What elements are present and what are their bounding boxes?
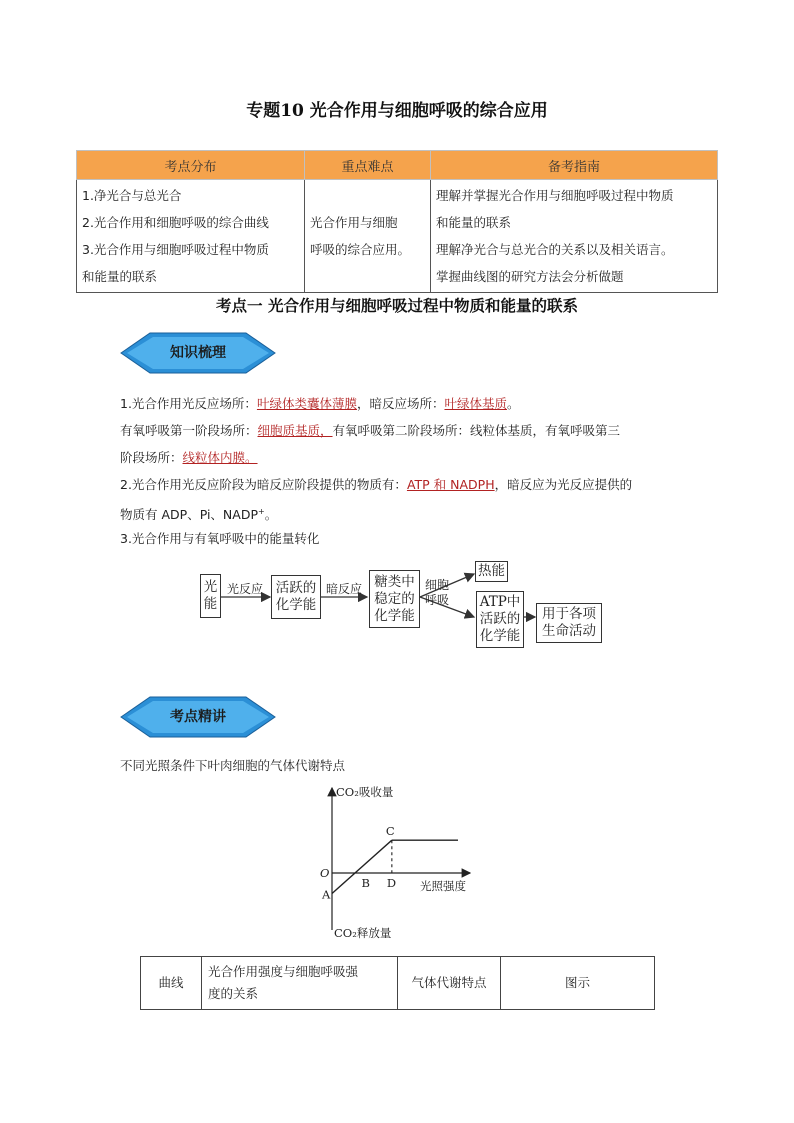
cell-line: 和能量的联系 [436,215,512,230]
flow-box-life-activities [536,603,602,643]
cell-line: 理解净光合与总光合的关系以及相关语言。 [436,242,674,257]
origin-label: O [320,866,330,880]
graph-caption: 不同光照条件下叶肉细胞的气体代谢特点 [120,758,346,773]
box-text: 活跃的 [479,611,521,627]
flow-box-active-chem [271,575,321,619]
text: 。 [506,396,520,411]
cell-line: 光合作用与细胞 [310,215,398,230]
co2-graph [300,780,500,945]
y-axis-bottom-label: CO₂释放量 [334,926,392,940]
y-axis-top-label: CO₂吸收量 [336,785,394,799]
highlight-text: 叶绿体基质 [444,396,507,411]
text: ，暗反应为光反应提供的 [494,477,633,492]
cell-line: 理解并掌握光合作用与细胞呼吸过程中物质 [436,188,674,203]
cell-line: 2.光合作用和细胞呼吸的综合曲线 [82,215,269,230]
cell-line: 3.光合作用与细胞呼吸过程中物质 [82,242,269,257]
table-cell: 曲线 [141,957,202,1010]
point-label-d: D [386,876,397,890]
text: 阶段场所： [120,450,183,465]
table-cell: 图示 [501,957,655,1010]
highlight-text: 线粒体内膜。 [182,450,258,465]
text: 有氧呼吸第一阶段场所： [120,423,258,438]
highlight-text: ATP 和 NADPH [406,477,495,492]
cell-line: 1.净光合与总光合 [82,188,182,203]
header-cell: 考点分布 [77,151,305,180]
text: 3.光合作用与有氧呼吸中的能量转化 [120,531,320,546]
badge-label: 知识梳理 [170,345,226,361]
cell-line: 度的关系 [208,986,259,1001]
box-text: 用于各项 [542,606,596,622]
text: 物质有 ADP、Pi、NADP [120,507,258,523]
badge-label: 考点精讲 [170,709,226,725]
section-badge [118,694,278,740]
x-axis-label: 光照强度 [420,879,466,893]
arrow-label: 光反应 [226,582,263,596]
box-text: 光 [203,579,218,595]
point-label-b: B [361,876,370,890]
text: 1.光合作用光反应场所： [120,396,257,411]
flow-box-atp [476,591,524,648]
cell-line: 掌握曲线图的研究方法会分析做题 [436,269,624,284]
header-cell: 备考指南 [431,151,718,180]
section-title: 考点一 光合作用与细胞呼吸过程中物质和能量的联系 [216,297,578,315]
text: ，暗反应场所： [356,396,445,411]
table-cell [202,957,398,1010]
box-text: 化学能 [374,607,415,624]
flow-box-light-energy [200,574,221,618]
cell-line: 和能量的联系 [82,269,158,284]
text: 有氧呼吸第二阶段场所：线粒体基质，有氧呼吸第三 [332,423,621,438]
arrow-label: 暗反应 [325,582,362,596]
point-label-c: C [385,824,395,839]
header-cell: 重点难点 [305,151,431,180]
text: 2.光合作用光反应阶段为暗反应阶段提供的物质有： [120,477,407,492]
curve-table [140,956,655,1010]
box-text: 化学能 [275,597,317,613]
table-cell: 气体代谢特点 [398,957,501,1010]
box-text: 化学能 [479,628,521,644]
highlight-text: 叶绿体类囊体薄膜 [256,396,357,411]
table-row [141,957,655,1010]
point-label-a: A [322,887,331,902]
flow-box-stable-chem [369,570,420,628]
box-text: 能 [203,596,218,612]
box-text: 活跃的 [275,580,317,596]
text: 。 [264,507,278,523]
box-text: 生命活动 [542,623,596,639]
cell-line: 光合作用强度与细胞呼吸强 [208,964,359,979]
arrow-label-line: 细胞 [424,578,449,592]
arrow-label [419,578,455,608]
cell-line: 呼吸的综合应用。 [310,242,411,257]
highlight-text: 细胞质基质， [257,423,333,438]
box-text: ATP中 [479,594,521,610]
document-title: 专题10 光合作用与细胞呼吸的综合应用 [246,101,548,121]
box-text: 稳定的 [374,590,415,607]
flow-box-heat: 热能 [475,561,508,582]
superscript: + [258,507,265,516]
box-text: 糖类中 [374,573,415,590]
arrow-label-line: 呼吸 [424,593,449,607]
